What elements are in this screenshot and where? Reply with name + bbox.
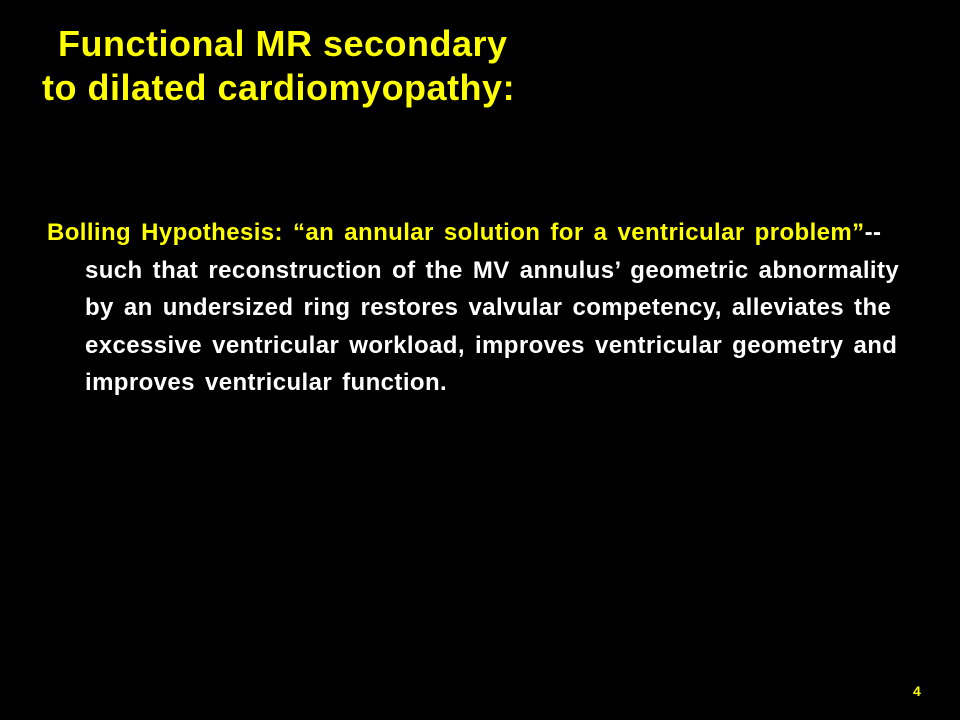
bolling-hypothesis-highlight: Bolling Hypothesis: “an annular solution for a ventricular problem” <box>47 219 865 246</box>
slide-title-line-2: to dilated cardiomyopathy: <box>42 67 516 108</box>
slide-body <box>47 214 907 402</box>
slide-title <box>42 22 515 110</box>
slide-title-line-1: Functional MR secondary <box>58 23 508 64</box>
bolling-hypothesis-explanation: -- such that reconstruction of the MV annulus’ geometric abnormality by an undersized ring restores valvular competency, alleviates the excessive ventricular workload, improves ventricular geometry and improves ventricular function. <box>85 219 900 396</box>
body-paragraph <box>47 214 907 402</box>
page-number: 4 <box>913 683 921 699</box>
